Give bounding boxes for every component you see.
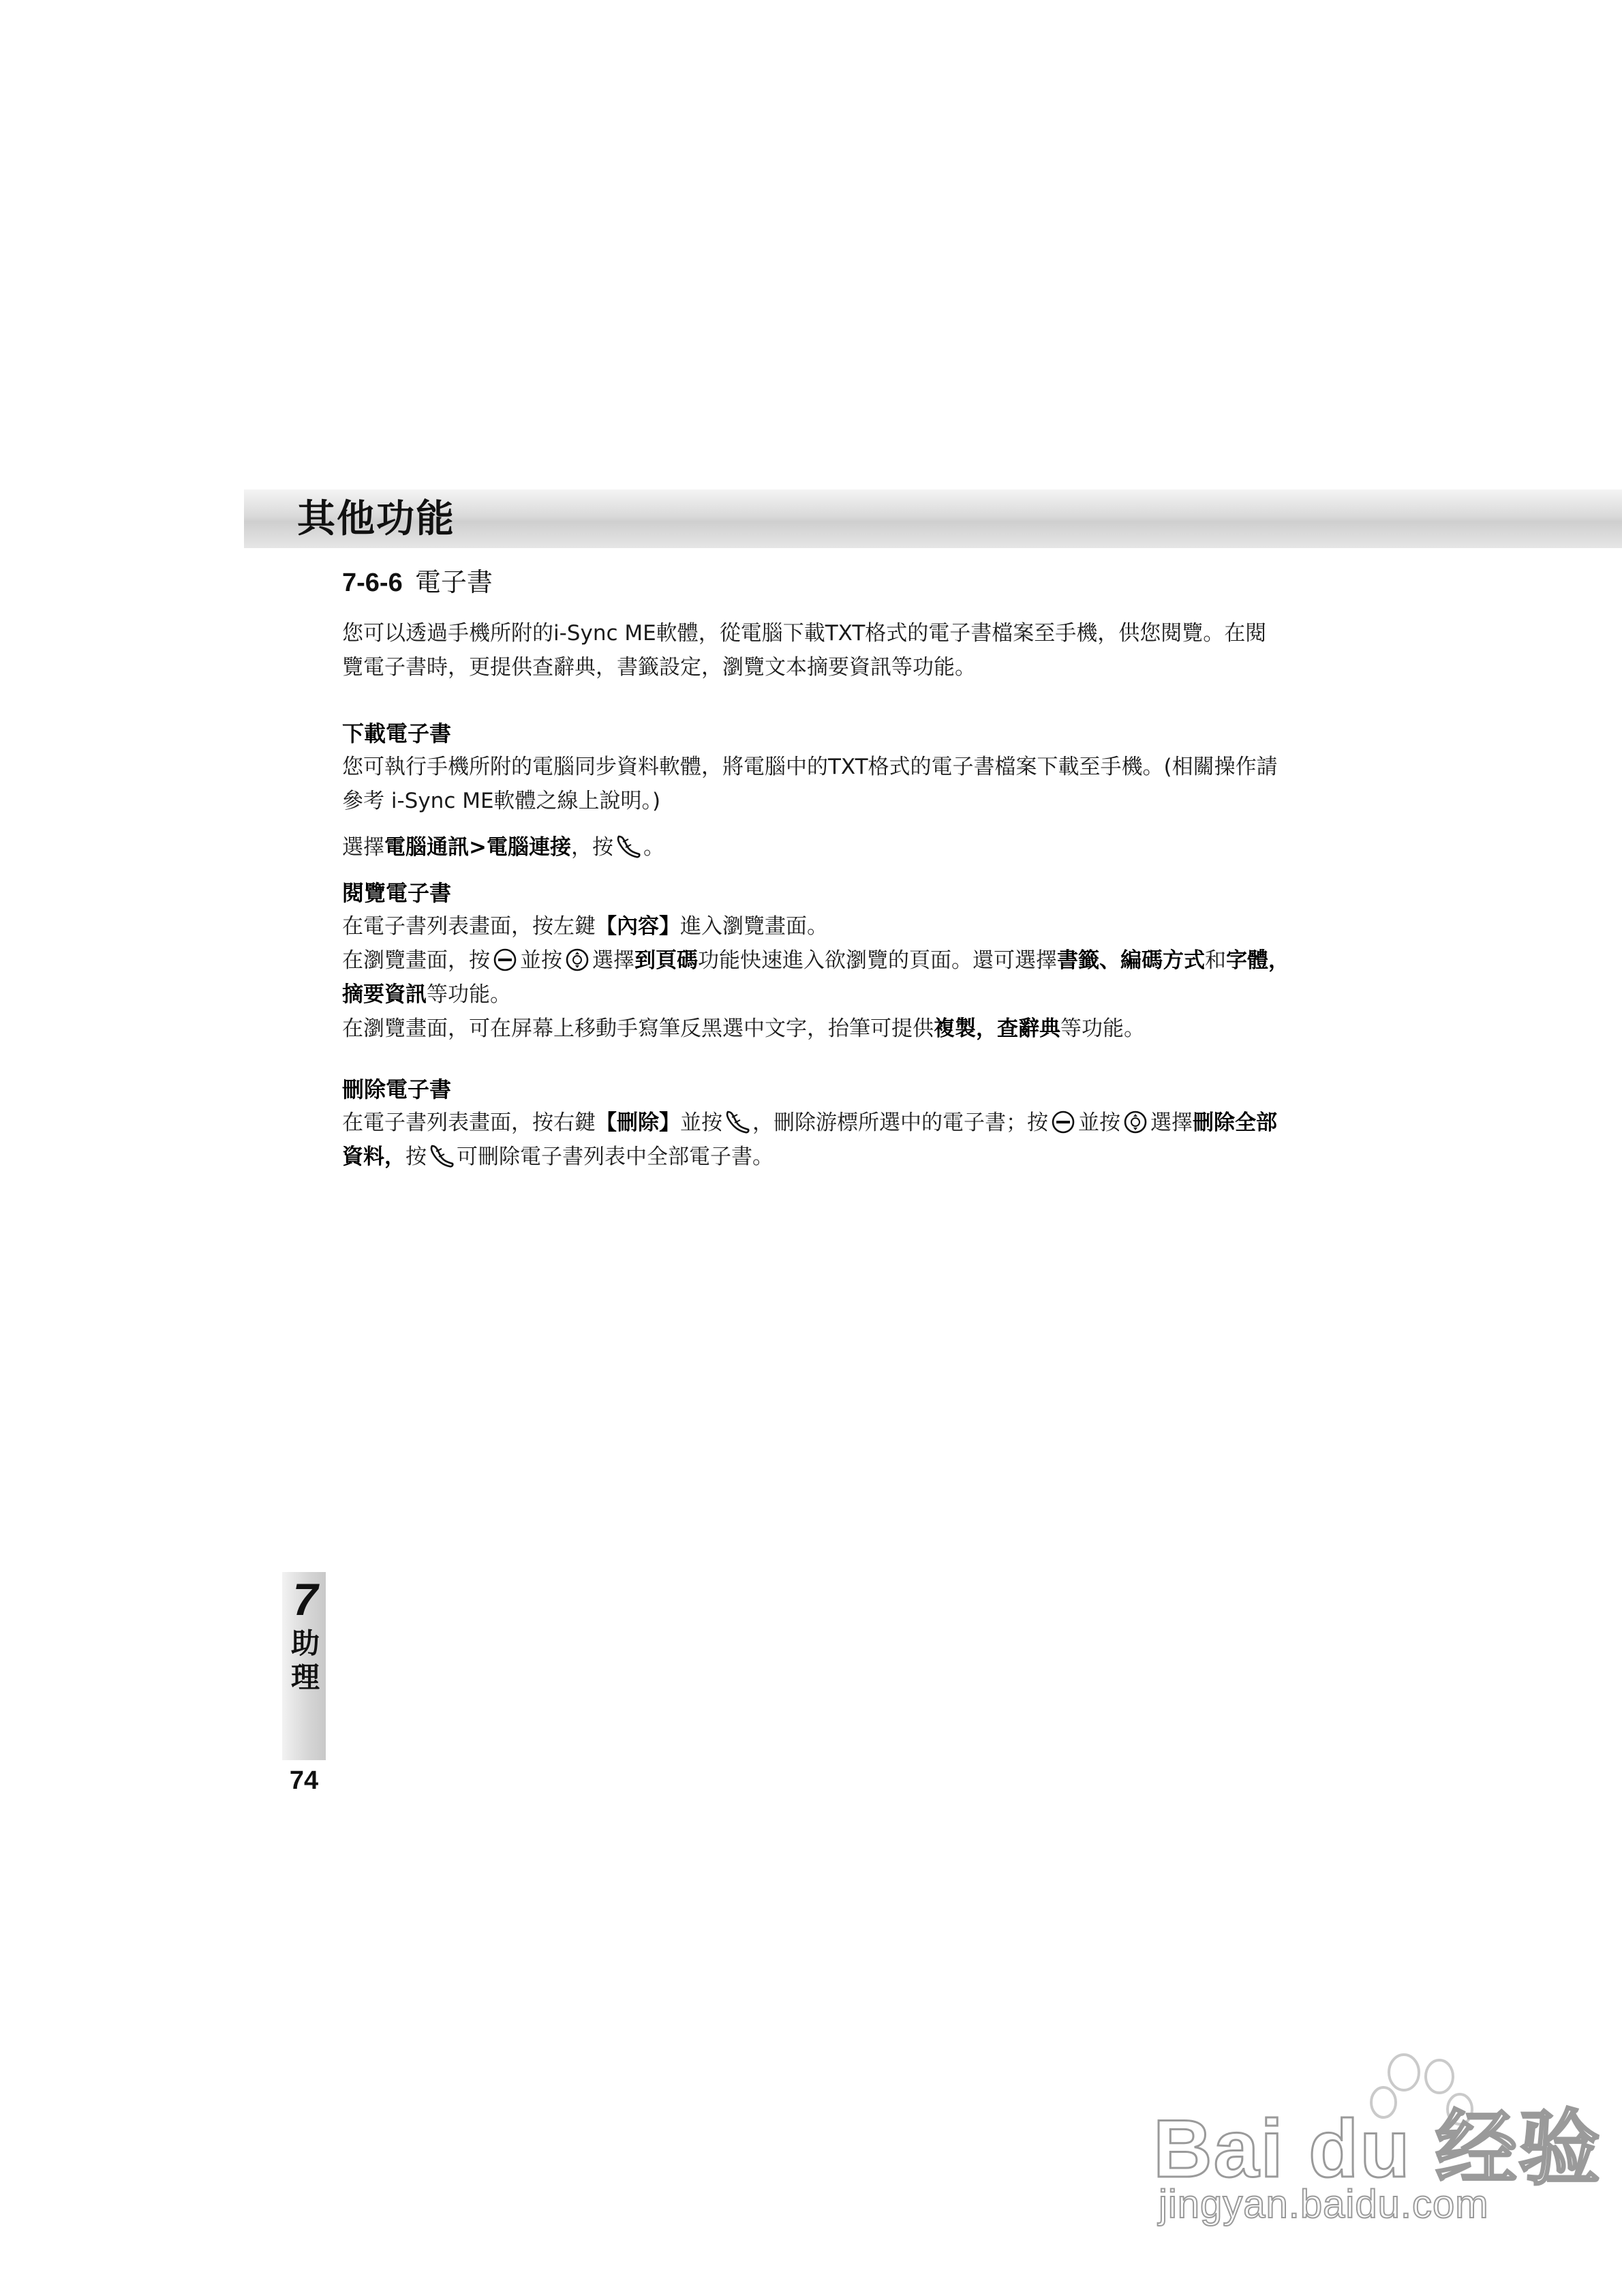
read-line-1-text: 在電子書列表畫面，按左鍵 bbox=[342, 914, 596, 939]
page-title: 其他功能 bbox=[297, 497, 455, 541]
content-key-label: 【內容】 bbox=[596, 914, 680, 939]
delete-line-2 bbox=[342, 1140, 1296, 1174]
delete-line-1-text-e: 選擇 bbox=[1150, 1111, 1193, 1135]
read-line-2-text-a: 在瀏覽畫面，按 bbox=[342, 948, 490, 973]
read-line-4-text-a: 在瀏覽畫面，可在屏幕上移動手寫筆反黑選中文字，抬筆可提供 bbox=[342, 1016, 934, 1041]
read-line-2-text-b: 並按 bbox=[520, 948, 562, 973]
read-line-2 bbox=[342, 943, 1296, 978]
read-heading: 閱覽電子書 bbox=[342, 880, 452, 906]
download-line-1: 您可執行手機所附的電腦同步資料軟體，將電腦中的TXT格式的電子書檔案下載至手機。(相關操作請 bbox=[342, 755, 1278, 779]
read-line-1 bbox=[342, 909, 1296, 943]
section-number: 7-6-6 bbox=[342, 569, 403, 597]
delete-line-1-text-a: 在電子書列表畫面，按右鍵 bbox=[342, 1111, 596, 1135]
delete-line-1-text-c: ，刪除游標所選中的電子書；按 bbox=[752, 1111, 1048, 1135]
separator: 、 bbox=[1099, 948, 1120, 973]
read-line-4-text-b: 等功能。 bbox=[1060, 1016, 1145, 1041]
menu-key-icon bbox=[491, 947, 519, 973]
bookmark-label: 書籤 bbox=[1057, 948, 1099, 973]
send-key-icon bbox=[615, 834, 642, 860]
select-prefix: 選擇 bbox=[342, 835, 384, 860]
nav-key-icon bbox=[1122, 1109, 1149, 1135]
press-text: ，按 bbox=[570, 835, 613, 860]
and-text: 和 bbox=[1205, 948, 1226, 973]
section-heading bbox=[342, 563, 493, 602]
read-line-2-text-d: 功能快速進入欲瀏覽的頁面。還可選擇 bbox=[698, 948, 1057, 973]
section-title: 電子書 bbox=[414, 567, 493, 597]
chapter-label-char-1: 助 bbox=[290, 1627, 320, 1660]
read-line-3 bbox=[342, 978, 1296, 1012]
intro-line-1: 您可以透過手機所附的i-Sync ME軟體，從電腦下載TXT格式的電子書檔案至手機，供您閱覽。在閱 bbox=[342, 621, 1267, 646]
read-line-2-text-c: 選擇 bbox=[592, 948, 634, 973]
delete-key-label: 【刪除】 bbox=[596, 1111, 680, 1135]
instruction-end: 。 bbox=[643, 835, 664, 860]
read-line-3-rest: 等功能。 bbox=[427, 982, 511, 1007]
delete-line-2-text-b: 可刪除電子書列表中全部電子書。 bbox=[457, 1145, 774, 1169]
download-instruction bbox=[342, 830, 1296, 864]
send-key-icon bbox=[428, 1143, 455, 1169]
goto-page-label: 到頁碼 bbox=[634, 948, 698, 973]
delete-line-1 bbox=[342, 1106, 1296, 1140]
comma: ， bbox=[1268, 948, 1289, 973]
copy-lookup-label: 複製，查辭典 bbox=[934, 1016, 1060, 1041]
nav-key-icon bbox=[564, 947, 591, 973]
read-line-4 bbox=[342, 1012, 1296, 1046]
delete-heading: 刪除電子書 bbox=[342, 1076, 452, 1102]
menu-key-icon bbox=[1050, 1109, 1077, 1135]
send-key-icon bbox=[724, 1109, 751, 1135]
watermark-logo-text: Bai du 经验 bbox=[1153, 2103, 1602, 2194]
delete-all-label: 刪除全部 bbox=[1193, 1111, 1277, 1135]
chapter-label-char-2: 理 bbox=[290, 1661, 320, 1694]
delete-line-1-text-b: 並按 bbox=[680, 1111, 722, 1135]
summary-label: 摘要資訊 bbox=[342, 982, 427, 1007]
menu-path: 電腦通訊>電腦連接 bbox=[384, 835, 571, 860]
data-label: 資料， bbox=[342, 1145, 406, 1169]
encoding-label: 編碼方式 bbox=[1120, 948, 1205, 973]
delete-line-2-text-a: 按 bbox=[406, 1145, 427, 1169]
read-line-1-end: 進入瀏覽畫面。 bbox=[680, 914, 828, 939]
chapter-label bbox=[284, 1627, 327, 1695]
delete-line-1-text-d: 並按 bbox=[1078, 1111, 1120, 1135]
font-label: 字體 bbox=[1226, 948, 1268, 973]
download-heading: 下載電子書 bbox=[342, 721, 452, 746]
page-number: 74 bbox=[289, 1766, 319, 1795]
chapter-number: 7 bbox=[292, 1574, 318, 1625]
download-line-2: 參考 i-Sync ME軟體之線上說明。) bbox=[342, 789, 661, 813]
intro-line-2: 覽電子書時，更提供查辭典，書籤設定，瀏覽文本摘要資訊等功能。 bbox=[342, 655, 976, 680]
watermark-url: jingyan.baidu.com bbox=[1159, 2182, 1489, 2226]
